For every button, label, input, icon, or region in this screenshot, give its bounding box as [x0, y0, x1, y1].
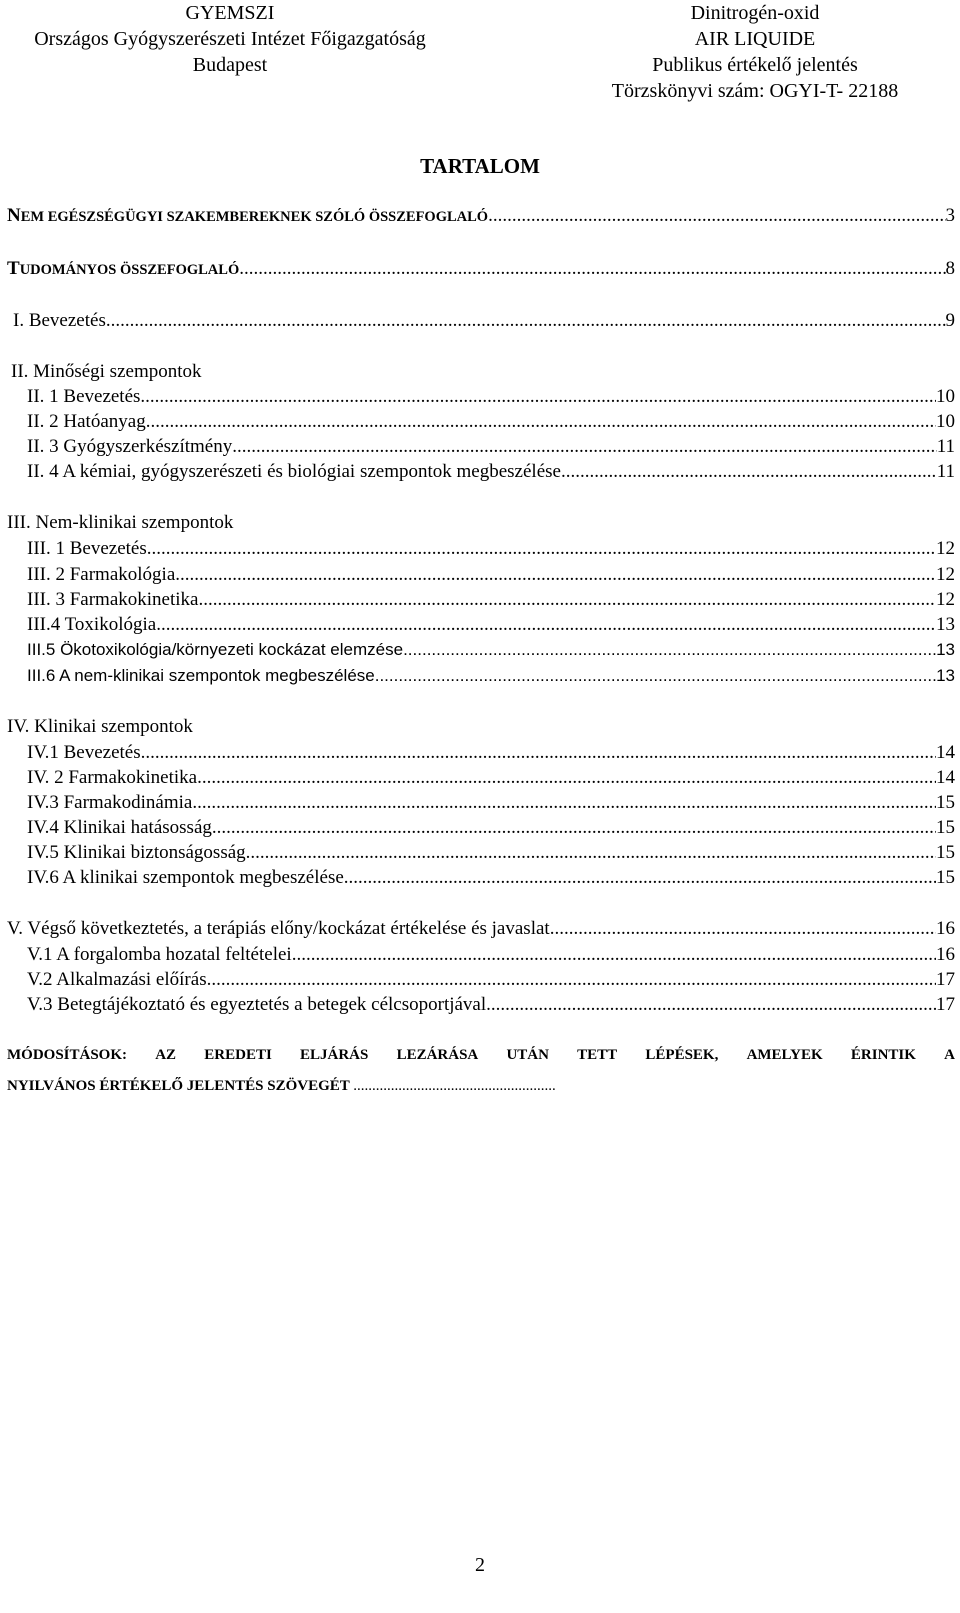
toc-entry-v-2[interactable]: V.2 Alkalmazási előírás ..... 17	[27, 969, 955, 991]
toc-entry-ii-1[interactable]: II. 1 Bevezetés ..... 10	[27, 386, 955, 408]
toc-entry-iv-6[interactable]: IV.6 A klinikai szempontok megbeszélése ..... 15	[27, 867, 955, 889]
header-org-short: GYEMSZI	[185, 2, 275, 24]
toc-entry-scientific-summary[interactable]: TUDOMÁNYOS ÖSSZEFOGLALÓ ..... 8	[7, 258, 955, 280]
toc-page: 8	[945, 258, 955, 279]
toc-entry-iv-4[interactable]: IV.4 Klinikai hatásosság ..... 15	[27, 817, 955, 839]
toc-entry-lay-summary[interactable]: NEM EGÉSZSÉGÜGYI SZAKEMBEREKNEK SZÓLÓ ÖSSZEFOGLALÓ ..... 3	[7, 205, 955, 227]
header-city: Budapest	[192, 54, 268, 76]
toc-entry-iii-5[interactable]: III.5 Ökotoxikológia/környezeti kockázat elemzése ..... 13	[27, 640, 955, 660]
header-left	[0, 0, 460, 78]
toc-entry-i[interactable]: I. Bevezetés ..... 9	[13, 310, 955, 332]
toc-entry-iv-1[interactable]: IV.1 Bevezetés ..... 14	[27, 742, 955, 764]
header-product: Dinitrogén-oxid	[690, 2, 820, 24]
header-reg-number: Törzskönyvi szám: OGYI-T- 22188	[611, 80, 899, 102]
header-right	[560, 0, 950, 104]
toc-heading-iii: III. Nem-klinikai szempontok	[7, 512, 234, 533]
modifications-line-1: MÓDOSÍTÁSOK: AZ EREDETI ELJÁRÁS LEZÁRÁSA UTÁN TETT LÉPÉSEK, AMELYEK ÉRINTIK A	[7, 1047, 955, 1063]
toc-entry-modifications[interactable]	[7, 1040, 955, 1102]
toc-entry-ii-4[interactable]: II. 4 A kémiai, gyógyszerészeti és biológiai szempontok megbeszélése ..... 11	[27, 461, 955, 483]
header-company: AIR LIQUIDE	[694, 28, 816, 50]
toc-entry-ii-2[interactable]: II. 2 Hatóanyag ..... 10	[27, 411, 955, 433]
toc-entry-iii-3[interactable]: III. 3 Farmakokinetika ..... 12	[27, 589, 955, 611]
header-org-full: Országos Gyógyszerészeti Intézet Főigazgatóság	[34, 28, 426, 50]
toc-entry-iii-1[interactable]: III. 1 Bevezetés ..... 12	[27, 538, 955, 560]
toc-entry-iii-2[interactable]: III. 2 Farmakológia ..... 12	[27, 564, 955, 586]
toc-entry-iv-5[interactable]: IV.5 Klinikai biztonságosság ..... 15	[27, 842, 955, 864]
toc-entry-iii-4[interactable]: III.4 Toxikológia ..... 13	[27, 614, 955, 636]
toc-entry-ii-3[interactable]: II. 3 Gyógyszerkészítmény ..... 11	[27, 436, 955, 458]
toc-entry-iv-3[interactable]: IV.3 Farmakodinámia ..... 15	[27, 792, 955, 814]
toc-entry-v-3[interactable]: V.3 Betegtájékoztató és egyeztetés a betegek célcsoportjával ..... 17	[27, 994, 955, 1016]
toc-page: 3	[945, 205, 955, 226]
toc-entry-iv-2[interactable]: IV. 2 Farmakokinetika ..... 14	[27, 767, 955, 789]
toc-entry-v[interactable]: V. Végső következtetés, a terápiás előny/kockázat értékelése és javaslat ..... 16	[7, 918, 955, 940]
toc-heading-ii: II. Minőségi szempontok	[11, 361, 202, 382]
toc-entry-v-1[interactable]: V.1 A forgalomba hozatal feltételei ..... 16	[27, 944, 955, 966]
modifications-line-2: NYILVÁNOS ÉRTÉKELŐ JELENTÉS SZÖVEGÉT ......................................................	[7, 1078, 556, 1094]
header-doc-type: Publikus értékelő jelentés	[652, 54, 858, 76]
toc-entry-iii-6[interactable]: III.6 A nem-klinikai szempontok megbeszélése ..... 13	[27, 666, 955, 686]
page-number: 2	[475, 1554, 485, 1576]
toc-page: 9	[945, 310, 955, 331]
toc-title: TARTALOM	[420, 154, 540, 178]
toc-heading-iv: IV. Klinikai szempontok	[7, 716, 193, 737]
